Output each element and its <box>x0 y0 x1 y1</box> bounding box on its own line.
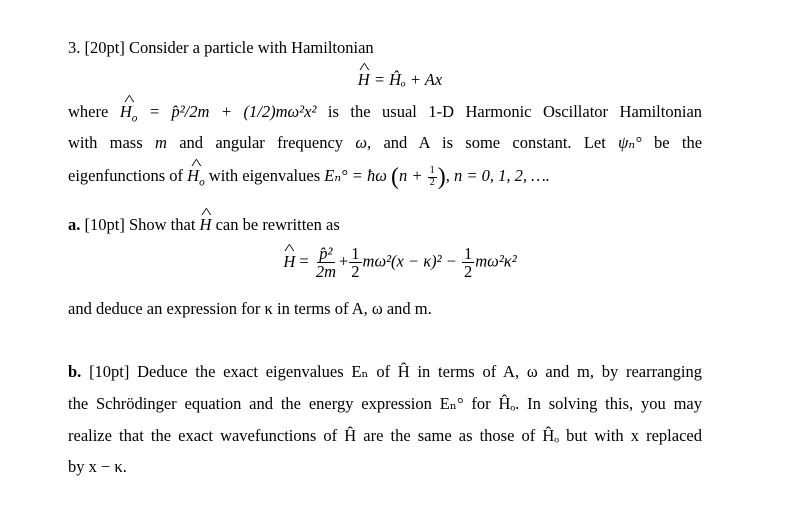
eigen-tail: , n = 0, 1, 2, …. <box>445 166 550 186</box>
mass-symbol: m <box>154 133 167 152</box>
part-b-line4: by x − κ. <box>68 457 127 476</box>
mass-mid: and angular frequency <box>179 133 344 152</box>
h-hat-symbol-a: ^ H <box>200 215 212 235</box>
h0-hat-symbol-2: ^ $H_o$ <box>187 166 205 186</box>
where-lead: where <box>68 102 109 121</box>
hamiltonian-rhs: = Ĥₒ + Ax <box>373 70 443 89</box>
hamiltonian-equation <box>0 70 800 90</box>
part-b-line2: the Schrödinger equation and the energy expression Eₙ° for Ĥₒ. In solving this, you may <box>68 394 702 413</box>
eigen-prefix: eigenfunctions of <box>68 166 184 186</box>
be-the: be the <box>654 133 703 152</box>
n-plus: n + <box>399 166 423 186</box>
half-fraction-a2: $\frac{1}{2}$ <box>464 244 473 282</box>
part-a-text-before: Show that <box>128 215 196 234</box>
part-b-points: [10pt] <box>89 362 130 381</box>
h-hat-symbol: ^ H <box>358 70 370 90</box>
left-paren: ( <box>391 164 400 190</box>
part-a-text-after: can be rewritten as <box>215 215 340 234</box>
energy-expression: Eₙ° = ħω <box>324 166 387 186</box>
eigen-mid: with eigenvalues <box>208 166 321 186</box>
mass-prefix: with mass <box>68 133 143 152</box>
part-a-deduce: and deduce an expression for κ in terms of A, ω and m. <box>68 299 432 318</box>
p2-over-2m: $\frac{\text{p̂²}}{2m}$ <box>315 244 336 282</box>
where-tail: is the usual 1-D Harmonic Oscillator Hamiltonian <box>327 102 703 121</box>
part-a-points: [10pt] <box>84 215 125 234</box>
h0-definition: = p̂²/2m + (1/2)mω²x² <box>148 102 317 121</box>
part-a-label: a. <box>68 215 81 234</box>
h0-hat-symbol: ^ $H_o$ <box>120 102 138 122</box>
mass-after-omega: and A is some constant. Let <box>383 133 606 152</box>
part-b-line1 <box>68 362 702 382</box>
half-fraction-a1: $\frac{1}{2}$ <box>351 244 360 282</box>
part-b-line3: realize that the exact wavefunctions of Ĥ are the same as those of Ĥₒ but with x replaced <box>68 426 702 445</box>
part-a-equation: ^ H = $\frac{\text{p̂²}}{2m}$ + $\frac{1}{2}$ mω²(x − κ)² − $\frac{1}{2}$ mω²κ² <box>0 245 800 281</box>
half-fraction: $\frac{1}{2}$ <box>429 165 435 188</box>
eq-term2: mω²κ² <box>475 251 517 271</box>
mass-line <box>68 133 702 153</box>
part-b-text1: Deduce the exact eigenvalues Eₙ of Ĥ in terms of A, ω and m, by rearranging <box>137 362 702 381</box>
part-b-label: b. <box>68 362 82 381</box>
problem-header <box>68 38 374 58</box>
omega-symbol: ω, <box>355 133 372 152</box>
problem-intro: Consider a particle with Hamiltonian <box>128 38 374 57</box>
part-a-header <box>68 215 340 235</box>
problem-number: 3. <box>68 38 81 57</box>
psi-symbol: ψₙ° <box>618 133 642 152</box>
where-line <box>68 102 703 125</box>
right-paren: ) <box>437 164 446 190</box>
eigen-line <box>68 164 550 191</box>
problem-points: [20pt] <box>84 38 125 57</box>
eq-term1: mω²(x − κ)² − <box>362 251 457 271</box>
h-hat-symbol-eq: ^ H <box>283 252 295 272</box>
